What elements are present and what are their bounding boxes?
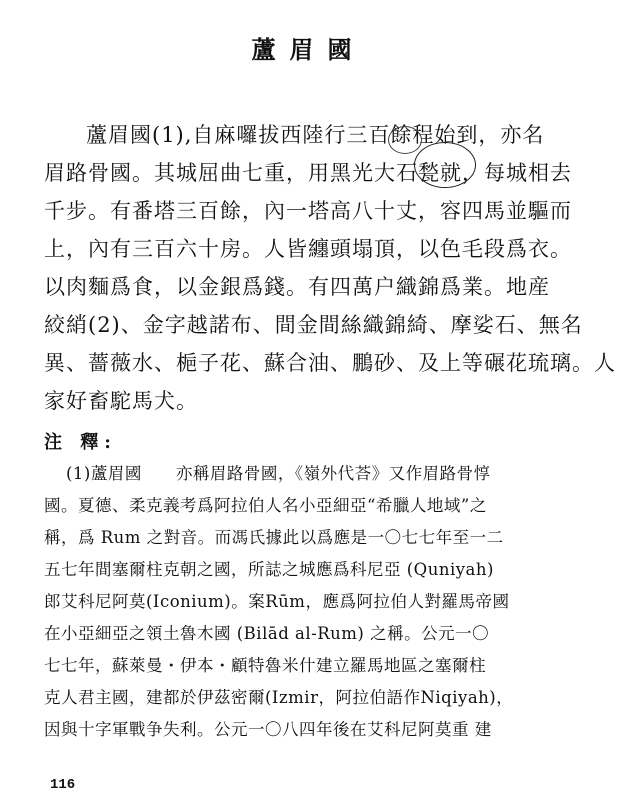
main-paragraph	[44, 116, 616, 420]
main-line: 異、薔薇水、梔子花、蘇合油、鵬砂、及上等碾花琉璃。人	[44, 351, 616, 375]
main-line: 上，內有三百六十房。人皆纏頭塌頂，以色毛段爲衣。	[44, 237, 572, 261]
notes-heading: 注 釋:	[44, 432, 117, 453]
main-line: 家好畜駝馬犬。	[44, 389, 198, 413]
main-line: 眉路骨國。其城屈曲七重，用黑光大石甃就，每城相去	[44, 161, 572, 185]
note-line: 在小亞細亞之領土魯木國 (Bilād al-Rum) 之稱。公元一〇	[44, 624, 490, 643]
page-number: 116	[50, 777, 76, 793]
notes-paragraph	[44, 458, 589, 746]
note-line: 稱，爲 Rum 之對音。而馮氏據此以爲應是一〇七七年至一二	[44, 528, 504, 547]
main-line: 千步。有番塔三百餘，內一塔高八十丈，容四馬並驅而	[44, 199, 572, 223]
main-line: 絞綃(2)、金字越諾布、間金間絲織錦綺、摩娑石、無名	[44, 313, 583, 337]
note-line: 因與十字軍戰争失利。公元一〇八四年後在艾科尼阿莫重 建	[44, 720, 492, 739]
note-line: 克人君主國，建都於伊茲密爾(Izmir，阿拉伯語作Niqiyah)，	[44, 688, 514, 707]
note-line: 七七年，蘇萊曼・伊本・顧特魯米什建立羅馬地區之塞爾柱	[44, 656, 486, 675]
page-title: 蘆眉國	[251, 35, 366, 64]
main-line: 蘆眉國(1),自麻囉拔西陸行三百餘程始到，亦名	[86, 123, 545, 147]
note-line: (1)蘆眉國 亦稱眉路骨國，《嶺外代荅》又作眉路骨惇	[66, 464, 491, 483]
main-line: 以肉麵爲食，以金銀爲錢。有四萬户織錦爲業。地産	[44, 275, 550, 299]
note-line: 郎艾科尼阿莫(Iconium)。案Rūm，應爲阿拉伯人對羅馬帝國	[44, 592, 510, 611]
note-line: 五七年間塞爾柱克朝之國，所誌之城應爲科尼亞 (Quniyah)	[44, 560, 494, 579]
note-line: 國。夏德、柔克義考爲阿拉伯人名小亞細亞“希臘人地域”之	[44, 496, 487, 515]
